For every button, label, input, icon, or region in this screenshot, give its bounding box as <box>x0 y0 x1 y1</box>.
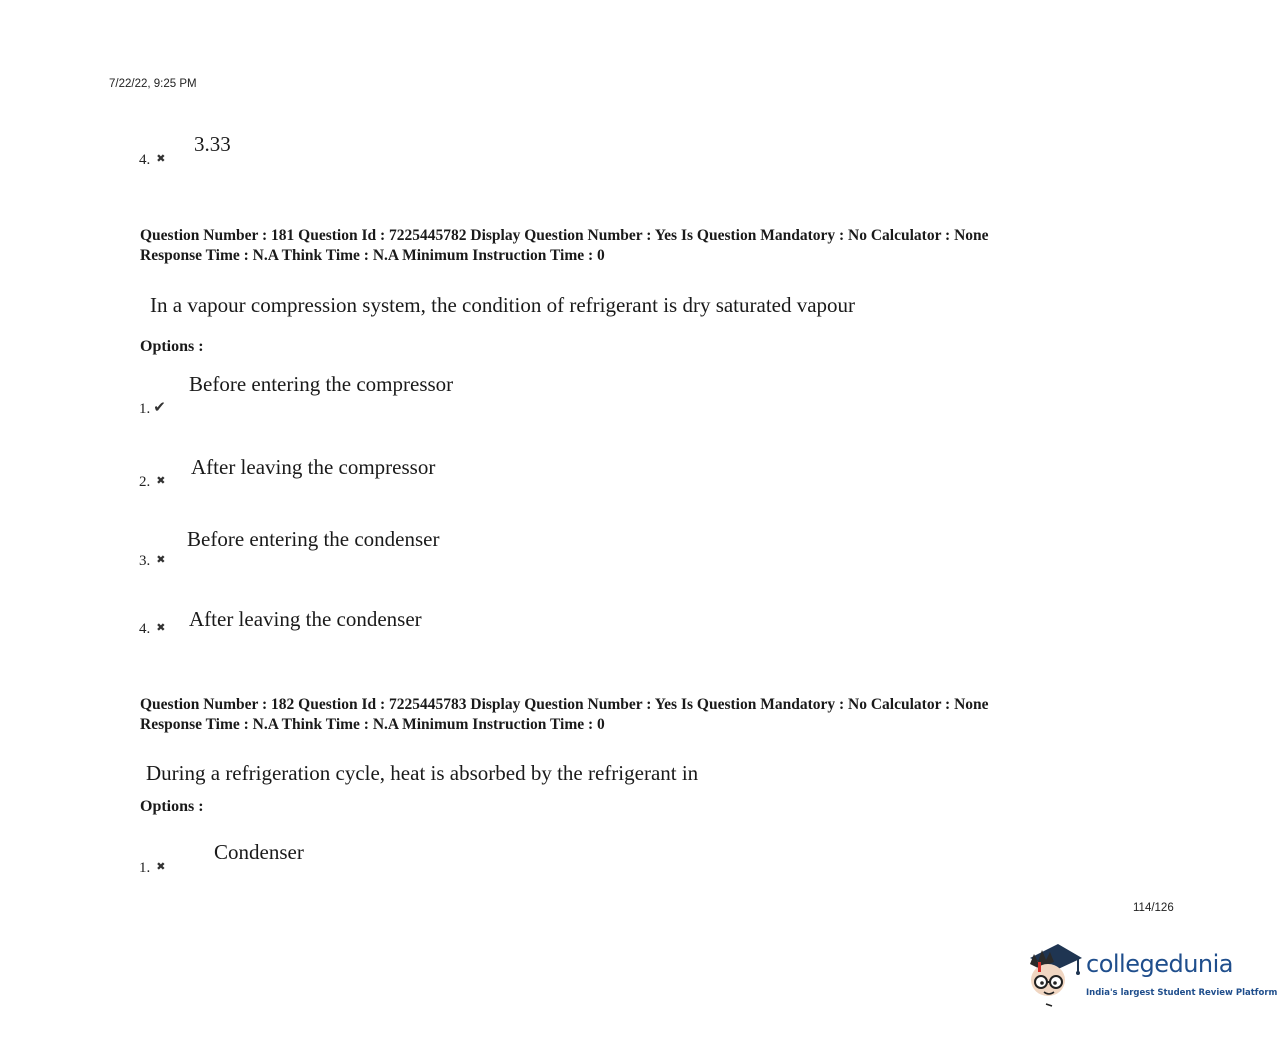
q182-option-1-text: Condenser <box>214 840 304 864</box>
question-182-text: During a refrigeration cycle, heat is absorbed by the refrigerant in <box>146 761 699 785</box>
question-182-options-label: Options : <box>140 798 204 815</box>
collegedunia-logo <box>1024 940 1278 1010</box>
q181-option-1-text: Before entering the compressor <box>189 372 454 396</box>
check-icon: ✔ <box>153 398 166 416</box>
option-number-label: 1. <box>139 401 151 417</box>
cross-icon: ✖ <box>156 152 166 165</box>
print-timestamp: 7/22/22, 9:25 PM <box>109 78 197 90</box>
cross-icon: ✖ <box>156 621 166 634</box>
q181-option-2-text: After leaving the compressor <box>191 455 436 479</box>
page-number: 114/126 <box>1133 902 1174 914</box>
question-meta-line-1: Question Number : 181 Question Id : 7225445782 Display Question Number : Yes Is Question Mandatory : No Calculator : None <box>140 227 989 244</box>
student-mascot-icon <box>1024 940 1084 1010</box>
question-181-text: In a vapour compression system, the condition of refrigerant is dry saturated vapour <box>150 293 856 317</box>
question-181-meta <box>140 226 989 266</box>
question-182-meta <box>140 695 989 735</box>
question-meta-line-2: Response Time : N.A Think Time : N.A Minimum Instruction Time : 0 <box>140 716 605 733</box>
option-number-label: 1. <box>139 860 151 876</box>
q181-option-3-number <box>139 553 165 570</box>
cross-icon: ✖ <box>156 553 166 566</box>
q181-option-3-text: Before entering the condenser <box>187 527 440 551</box>
logo-tagline: India's largest Student Review Platform <box>1086 988 1278 998</box>
cross-icon: ✖ <box>156 860 166 873</box>
q181-option-4-number <box>139 621 165 638</box>
option-number-label: 4. <box>139 152 151 168</box>
question-181-options-label: Options : <box>140 338 204 355</box>
question-meta-line-1: Question Number : 182 Question Id : 7225445783 Display Question Number : Yes Is Question Mandatory : No Calculator : None <box>140 696 989 713</box>
option-number-label: 2. <box>139 474 151 490</box>
logo-wordmark: collegedunia <box>1086 950 1234 978</box>
q182-option-1-number <box>139 860 165 877</box>
q181-option-1-number <box>139 398 166 418</box>
cross-icon: ✖ <box>156 474 166 487</box>
option-number-label: 4. <box>139 621 151 637</box>
q181-option-2-number <box>139 474 165 491</box>
prev-option-number <box>139 152 165 169</box>
option-number-label: 3. <box>139 553 151 569</box>
prev-option-text: 3.33 <box>194 132 231 156</box>
question-meta-line-2: Response Time : N.A Think Time : N.A Minimum Instruction Time : 0 <box>140 247 605 264</box>
q181-option-4-text: After leaving the condenser <box>189 607 422 631</box>
